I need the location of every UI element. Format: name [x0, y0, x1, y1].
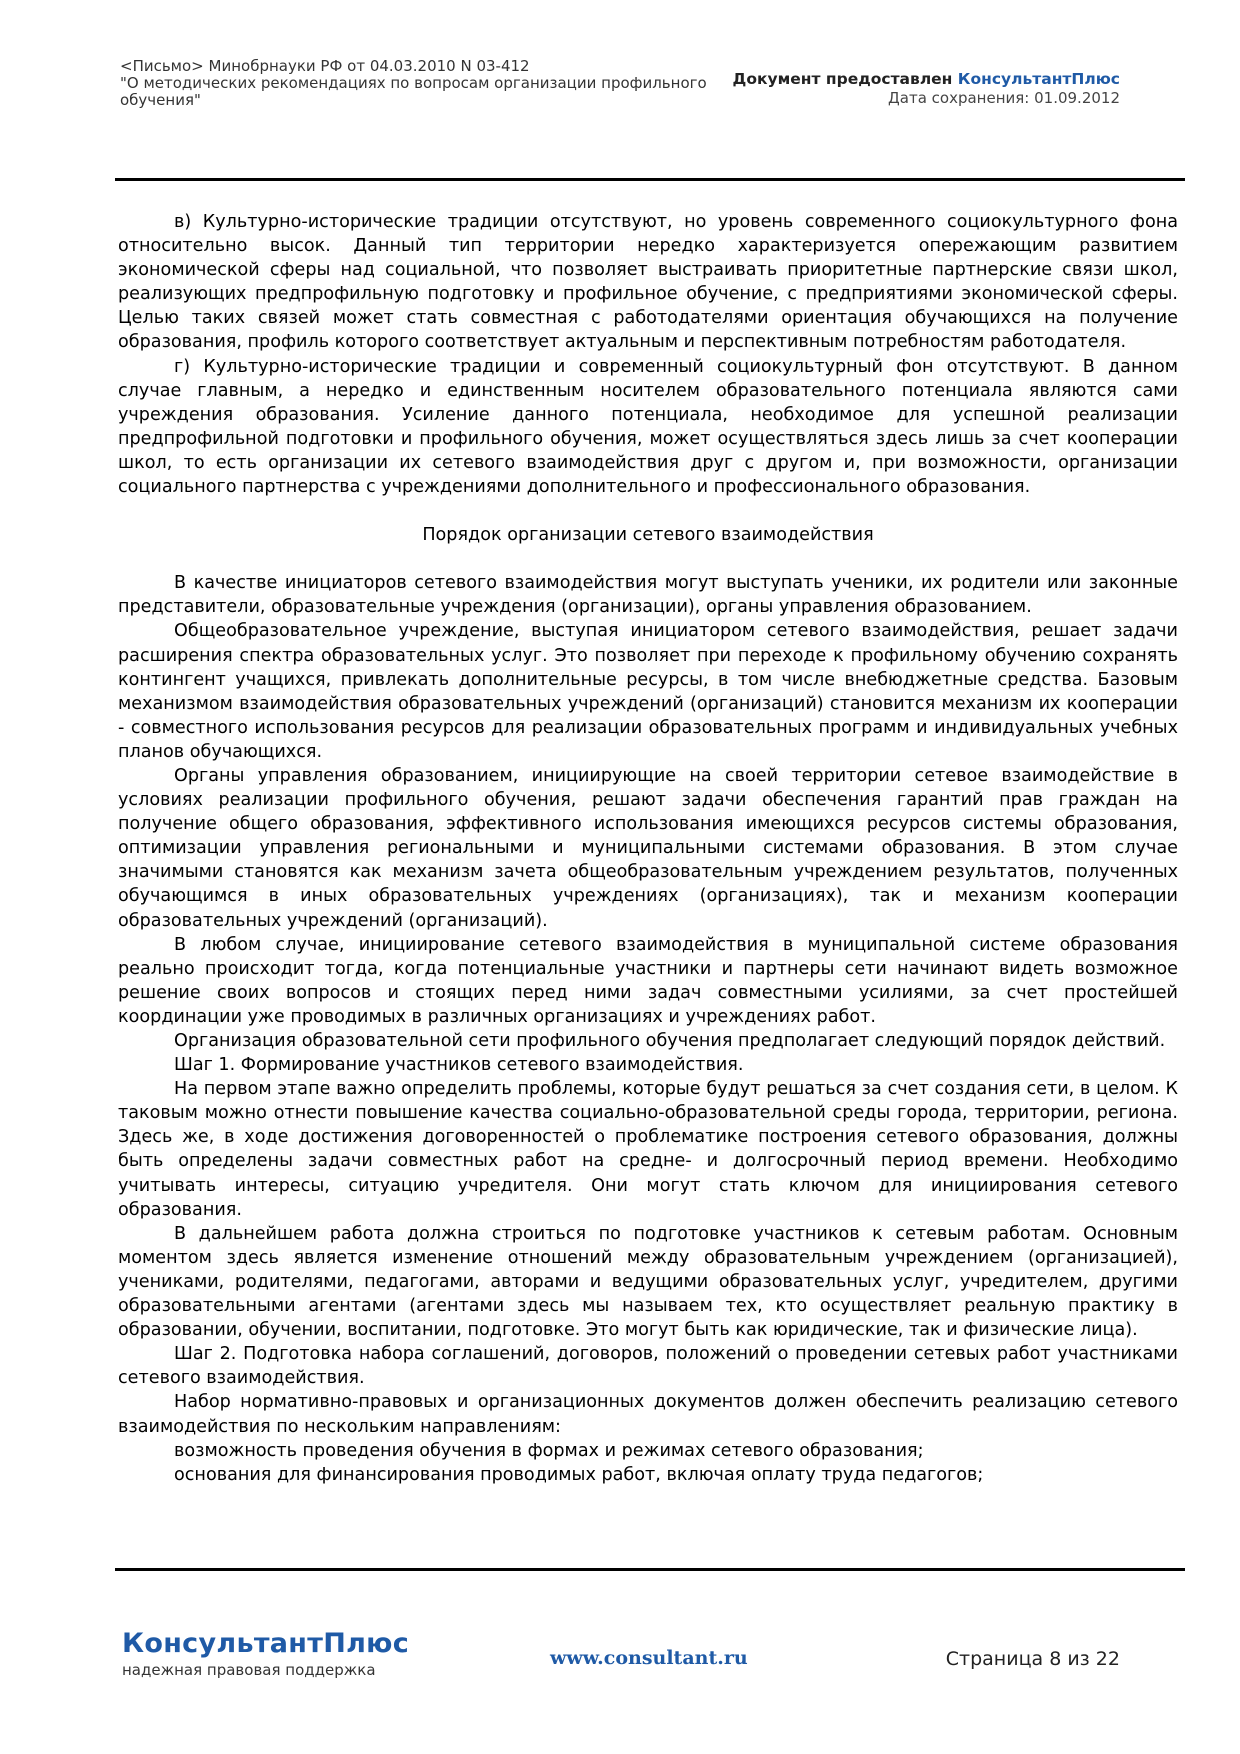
consultant-logo: [122, 1628, 409, 1679]
document-title-line-2: "О методических рекомендациях по вопросам организации профильного: [120, 74, 707, 92]
paragraph: В качестве инициаторов сетевого взаимодействия могут выступать ученики, их родители или законные представители, образовательные учреждения (организации), органы управления образованием.: [118, 573, 1178, 618]
list-item: возможность проведения обучения в формах и режимах сетевого образования;: [174, 1440, 924, 1461]
document-title-line-3: обучения": [120, 91, 201, 109]
site-link[interactable]: www.consultant.ru: [550, 1647, 748, 1669]
footer-divider: [115, 1568, 1185, 1571]
provided-by-prefix: Документ предоставлен: [732, 70, 958, 88]
paragraph: В любом случае, инициирование сетевого взаимодействия в муниципальной системе образования реально происходит тогда, когда потенциальные участники и партнеры сети начинают видеть возможное решение своих вопросов и стоящих перед ними задач совместными усилиями, за счет простейшей координации уже проводимых в различных организациях и учреждениях работ.: [118, 934, 1178, 1027]
list-item: основания для финансирования проводимых работ, включая оплату труда педагогов;: [174, 1464, 984, 1485]
paragraph: В дальнейшем работа должна строиться по подготовке участников к сетевым работам. Основным моментом здесь является изменение отношений между образовательным учреждением (организацией), учениками, родителями, педагогами, авторами и ведущими образовательных услуг, учредителем, другими образовательными агентами (агентами здесь мы называем тех, кто осуществляет реальную практику в образовании, обучении, воспитании, подготовке. Это могут быть как юридические, так и физические лица).: [118, 1223, 1178, 1341]
paragraph: Организация образовательной сети профильного обучения предполагает следующий порядок действий.: [174, 1031, 1166, 1051]
document-body: [118, 210, 1178, 1487]
provided-by: [733, 70, 1120, 89]
step-2-heading: Шаг 2. Подготовка набора соглашений, договоров, положений о проведении сетевых работ участниками сетевого взаимодействия.: [118, 1344, 1178, 1389]
document-title: [120, 58, 740, 109]
paragraph-v: в) Культурно-исторические традиции отсутствуют, но уровень современного социокультурного фона относительно высок. Данный тип территории нередко характеризуется опережающим развитием экономической сферы над социальной, что позволяет выстраивать приоритетные партнерские связи школ, реализующих предпрофильную подготовку и профильное обучение, с предприятиями экономической сферы. Целью таких связей может стать совместная с работодателями ориентация обучающихся на получение образования, профиль которого соответствует актуальным и перспективным потребностям работодателя.: [118, 212, 1178, 353]
paragraph-g: г) Культурно-исторические традиции и современный социокультурный фон отсутствуют. В данном случае главным, а нередко и единственным носителем образовательного потенциала являются сами учреждения образования. Усиление данного потенциала, необходимое для успешной реализации предпрофильной подготовки и профильного обучения, может осуществляться здесь лишь за счет кооперации школ, то есть организации их сетевого взаимодействия друг с другом и, при возможности, организации социального партнерства с учреждениями дополнительного и профессионального образования.: [118, 356, 1178, 498]
paragraph: Общеобразовательное учреждение, выступая инициатором сетевого взаимодействия, решает задачи расширения спектра образовательных услуг. Это позволяет при переходе к профильному обучению сохранять контингент учащихся, привлекать дополнительные ресурсы, в том числе внебюджетные средства. Базовым механизмом взаимодействия образовательных учреждений (организаций) становится механизм их кооперации - совместного использования ресурсов для реализации образовательных программ и индивидуальных учебных планов обучающихся.: [118, 621, 1178, 762]
logo-name: КонсультантПлюс: [122, 1628, 410, 1659]
paragraph: На первом этапе важно определить проблемы, которые будут решаться за счет создания сети, в целом. К таковым можно отнести повышение качества социально-образовательной среды города, территории, региона. Здесь же, в ходе достижения договоренностей о проблематике построения сетевого образования, должны быть определены задачи совместных работ на средне- и долгосрочный период времени. Необходимо учитывать интересы, ситуацию учредителя. Они могут стать ключом для инициирования сетевого образования.: [118, 1079, 1178, 1220]
document-title-line-1: <Письмо> Минобрнауки РФ от 04.03.2010 N 03-412: [120, 57, 530, 75]
header-divider: [115, 178, 1185, 181]
provider-brand-link[interactable]: КонсультантПлюс: [957, 70, 1120, 88]
provider-info: [733, 70, 1120, 108]
logo-tagline: надежная правовая поддержка: [122, 1661, 376, 1679]
paragraph: Набор нормативно-правовых и организационных документов должен обеспечить реализацию сетевого взаимодействия по нескольким направлениям:: [118, 1392, 1178, 1437]
page-number: Страница 8 из 22: [945, 1648, 1120, 1670]
section-heading: Порядок организации сетевого взаимодействия: [422, 525, 874, 546]
paragraph: Органы управления образованием, инициирующие на своей территории сетевое взаимодействие в условиях реализации профильного обучения, решают задачи обеспечения гарантий прав граждан на получение общего образования, эффективного использования имеющихся ресурсов системы образования, оптимизации управления региональными и муниципальными системами образования. В этом случае значимыми становятся как механизм зачета общеобразовательным учреждением результатов, полученных обучающимся в иных образовательных учреждениях (организациях), так и механизм кооперации образовательных учреждений (организаций).: [118, 765, 1178, 931]
save-date: Дата сохранения: 01.09.2012: [888, 89, 1120, 107]
step-1-heading: Шаг 1. Формирование участников сетевого взаимодействия.: [174, 1055, 744, 1076]
